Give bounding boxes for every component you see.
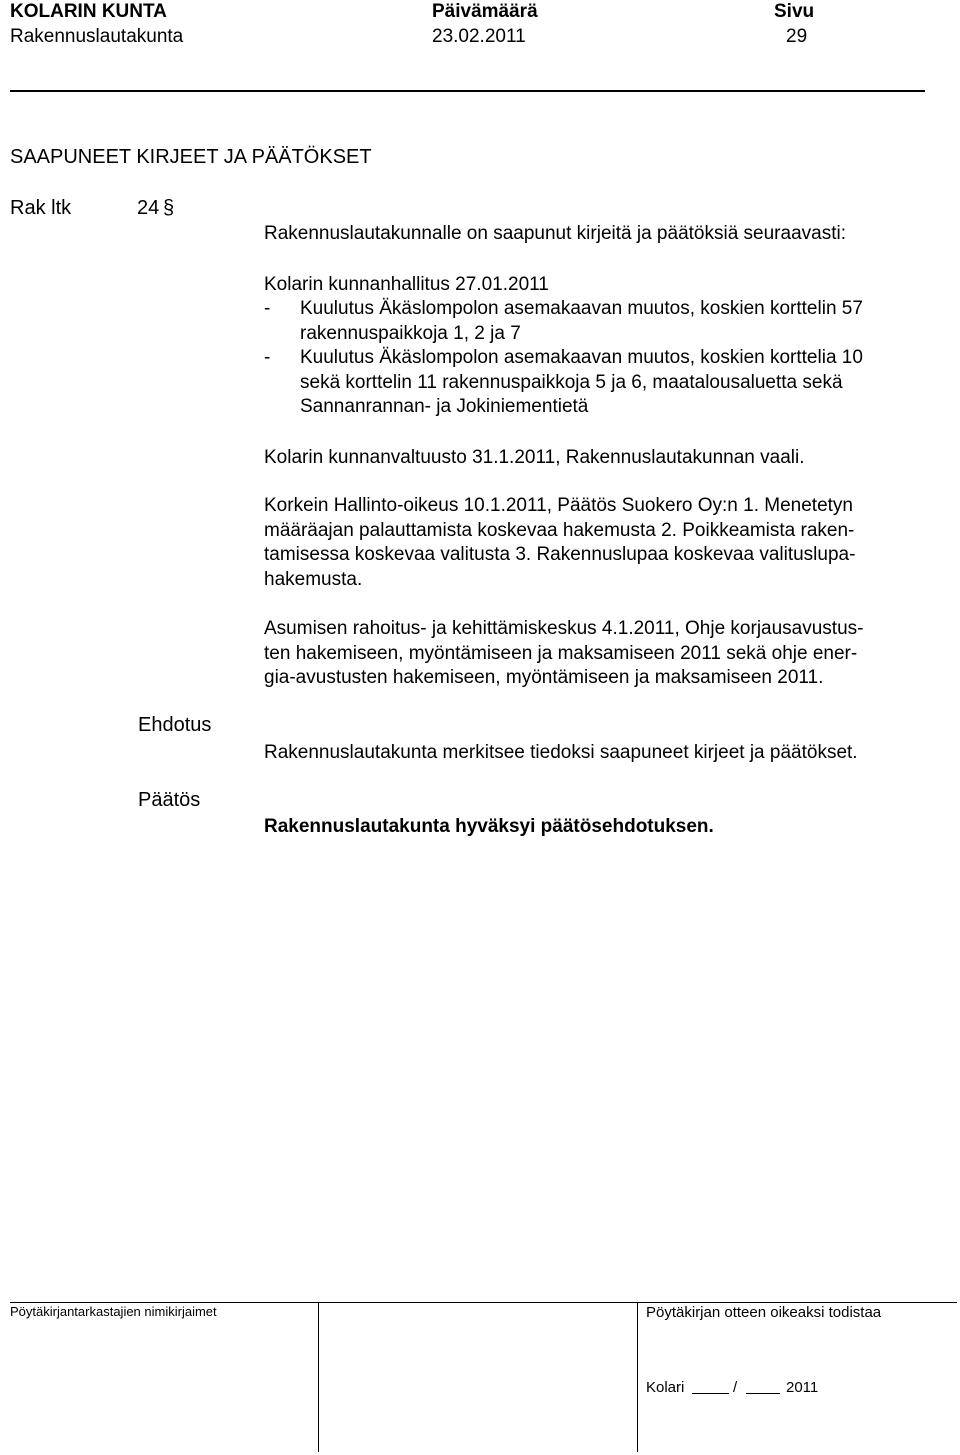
bullet-2-line: sekä korttelin 11 rakennuspaikkoja 5 ja 6, maatalousaluetta sekä (300, 371, 843, 393)
bullet-2-line: Kuulutus Äkäslompolon asemakaavan muutos, koskien korttelia 10 (300, 347, 863, 368)
ref-number: 24 (137, 197, 160, 219)
bullet-marker: - (264, 298, 271, 319)
kho-line: tamisessa koskevaa valitusta 3. Rakennuslupaa koskevaa valituslupa- (264, 544, 856, 565)
footer-top-rule (10, 1302, 957, 1303)
footer-divider-right (637, 1302, 638, 1452)
valtuusto-item: Kolarin kunnanvaltuusto 31.1.2011, Rakennuslautakunnan vaali. (264, 447, 805, 468)
ara-item (264, 617, 954, 691)
footer-place: Kolari (646, 1379, 685, 1396)
kho-line: Korkein Hallinto-oikeus 10.1.2011, Päätös Suokero Oy:n 1. Menetetyn (264, 495, 853, 516)
bullet-item-1 (300, 297, 950, 346)
certify-label: Pöytäkirjan otteen oikeaksi todistaa (646, 1304, 882, 1321)
footer-divider-left (318, 1302, 319, 1452)
proposal-text: Rakennuslautakunta merkitsee tiedoksi saapuneet kirjeet ja päätökset. (264, 742, 858, 763)
month-blank-line (746, 1393, 780, 1394)
bullet-item-2 (300, 346, 950, 420)
date-value: 23.02.2011 (432, 26, 526, 47)
ara-line: ten hakemiseen, myöntämiseen ja maksamiseen 2011 sekä ohje ener- (264, 642, 858, 664)
day-blank-line (692, 1393, 729, 1394)
bullet-1-line: rakennuspaikkoja 1, 2 ja 7 (300, 322, 521, 344)
ara-line: gia-avustusten hakemiseen, myöntämiseen ja maksamiseen 2011. (264, 667, 824, 688)
ara-line: Asumisen rahoitus- ja kehittämiskeskus 4.1.2011, Ohje korjausavustus- (264, 618, 864, 639)
intro-text: Rakennuslautakunnalle on saapunut kirjeitä ja päätöksiä seuraavasti: (264, 223, 846, 244)
org-label: KOLARIN KUNTA (10, 1, 167, 22)
decision-label: Päätös (138, 789, 201, 811)
date-label: Päivämäärä (432, 1, 538, 22)
paragraph-sign: § (163, 197, 175, 219)
decision-text: Rakennuslautakunta hyväksyi päätösehdotuksen. (264, 816, 714, 837)
kunnanhallitus-heading: Kolarin kunnanhallitus 27.01.2011 (264, 274, 549, 295)
section-title: SAAPUNEET KIRJEET JA PÄÄTÖKSET (10, 146, 372, 168)
kho-item (264, 494, 954, 592)
footer-separator: / (733, 1379, 738, 1396)
page-number: 29 (786, 26, 808, 47)
bullet-marker: - (264, 347, 271, 368)
bullet-1-line: Kuulutus Äkäslompolon asemakaavan muutos, koskien korttelin 57 (300, 298, 863, 319)
kho-line: hakemusta. (264, 568, 363, 590)
proposal-label: Ehdotus (138, 714, 212, 736)
kho-line: määräajan palauttamista koskevaa hakemusta 2. Poikkeamista raken- (264, 519, 855, 541)
signatures-label: Pöytäkirjantarkastajien nimikirjaimet (10, 1304, 217, 1319)
header-divider (10, 90, 925, 92)
footer-year: 2011 (786, 1379, 819, 1396)
org-unit: Rakennuslautakunta (10, 26, 184, 47)
page-label: Sivu (774, 1, 815, 22)
ref-label: Rak ltk (10, 197, 72, 219)
bullet-2-line: Sannanrannan- ja Jokiniementietä (300, 396, 589, 417)
